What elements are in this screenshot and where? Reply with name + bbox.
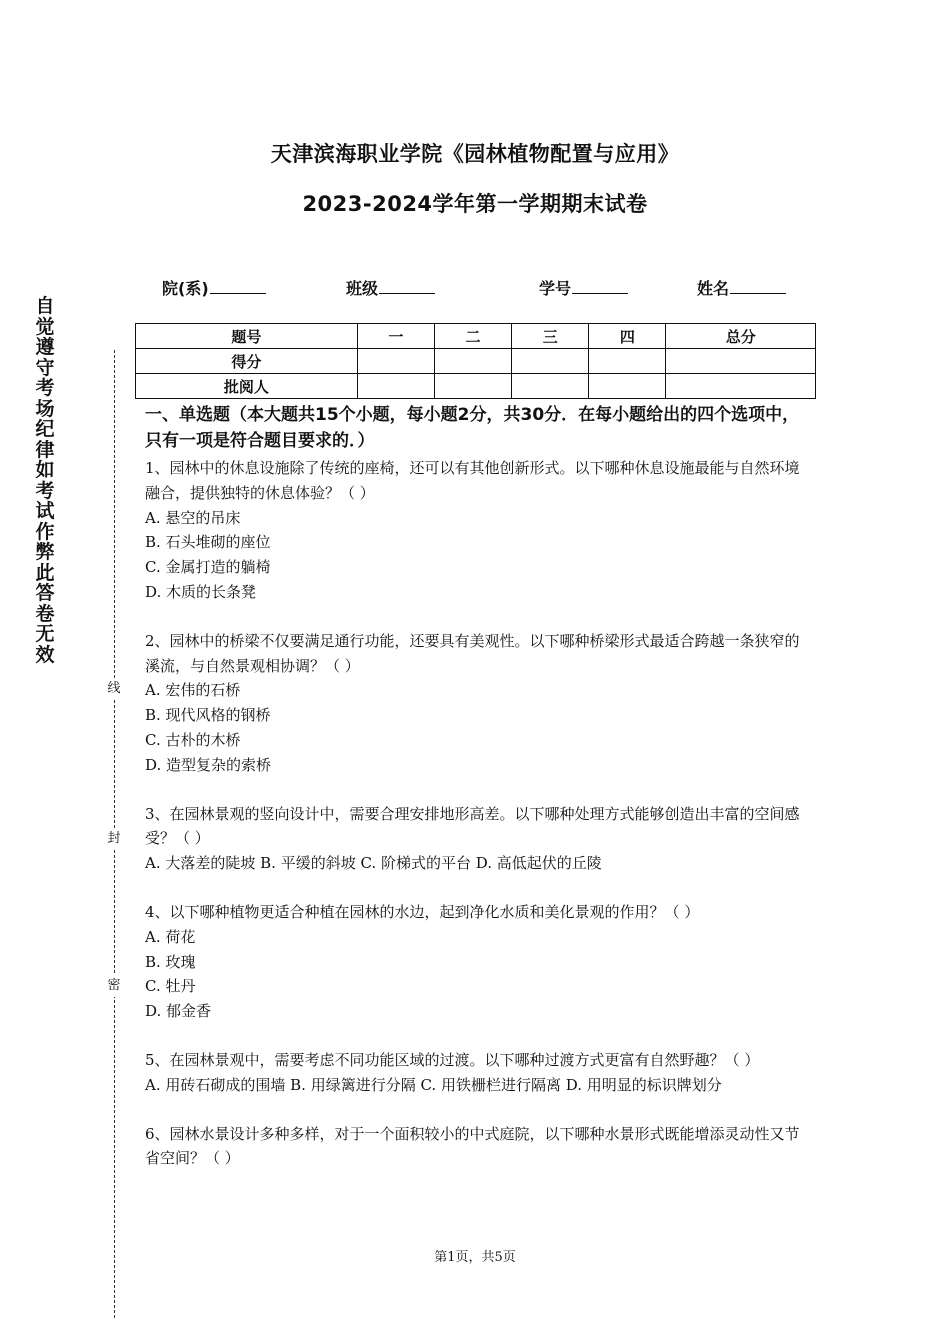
score-cell[interactable] [357,349,434,374]
score-cell: 批阅人 [136,374,358,399]
option-2b[interactable]: B. 现代风格的钢桥 [145,706,271,725]
score-table [135,323,816,399]
info-field-department [162,276,266,299]
exam-discipline-notice: 自觉遵守考场纪律如考试作弊此答卷无效 [35,295,55,666]
info-label: 姓名 [697,279,730,298]
question-2: 2、园林中的桥梁不仅要满足通行功能，还要具有美观性。以下哪种桥梁形式最适合跨越一条狭窄的溪流，与自然景观相协调？（ ） [145,631,800,675]
score-cell[interactable] [512,349,589,374]
score-table-row-header [136,324,816,349]
option-1b[interactable]: B. 石头堆砌的座位 [145,533,271,552]
spacer [145,778,810,802]
spacer [145,605,810,629]
score-cell[interactable] [434,349,511,374]
exam-title-line1: 天津滨海职业学院《园林植物配置与应用》 [270,142,680,166]
info-label: 学号 [539,279,572,298]
option-5-all[interactable]: A. 用砖石砌成的围墙 B. 用绿篱进行分隔 C. 用铁栅栏进行隔离 D. 用明显的标识牌划分 [145,1075,722,1094]
info-blank[interactable] [572,277,628,294]
section-heading: 一、单选题（本大题共15个小题，每小题2分，共30分．在每小题给出的四个选项中，只有一项是符合题目要求的．） [145,405,800,451]
binding-mark-secret: 密 [104,975,124,997]
page-number: 第1页，共5页 [434,1250,516,1265]
info-field-class [346,276,435,299]
info-blank[interactable] [210,277,266,294]
score-cell[interactable] [589,349,666,374]
option-1d[interactable]: D. 木质的长条凳 [145,582,257,601]
info-field-name [697,276,786,299]
option-2a[interactable]: A. 宏伟的石桥 [145,681,241,700]
score-cell[interactable] [589,374,666,399]
option-3-all[interactable]: A. 大落差的陡坡 B. 平缓的斜坡 C. 阶梯式的平台 D. 高低起伏的丘陵 [145,854,602,873]
score-cell: 二 [434,324,511,349]
spacer [145,1098,810,1122]
question-5: 5、在园林景观中，需要考虑不同功能区域的过渡。以下哪种过渡方式更富有自然野趣？（ ） [145,1050,760,1069]
option-4d[interactable]: D. 郁金香 [145,1002,212,1021]
option-4a[interactable]: A. 荷花 [145,927,196,946]
info-label: 院(系) [162,279,209,298]
score-cell[interactable] [512,374,589,399]
spacer [145,876,810,900]
score-cell: 总分 [666,324,816,349]
info-label: 班级 [346,279,379,298]
binding-mark-seal: 封 [104,828,124,850]
question-4: 4、以下哪种植物更适合种植在园林的水边，起到净化水质和美化景观的作用？（ ） [145,902,700,921]
spacer [145,1024,810,1048]
option-2c[interactable]: C. 古朴的木桥 [145,730,241,749]
option-2d[interactable]: D. 造型复杂的索桥 [145,755,272,774]
score-cell[interactable] [357,374,434,399]
score-cell: 四 [589,324,666,349]
question-6: 6、园林水景设计多种多样，对于一个面积较小的中式庭院，以下哪种水景形式既能增添灵动性又节省空间？（ ） [145,1124,800,1168]
option-1a[interactable]: A. 悬空的吊床 [145,508,241,527]
score-cell[interactable] [666,349,816,374]
question-3: 3、在园林景观的竖向设计中，需要合理安排地形高差。以下哪种处理方式能够创造出丰富的空间感受？（ ） [145,804,800,848]
info-blank[interactable] [379,277,435,294]
exam-title-line2: 2023-2024学年第一学期期末试卷 [302,192,648,216]
option-4c[interactable]: C. 牡丹 [145,977,196,996]
option-4b[interactable]: B. 玫瑰 [145,952,196,971]
exam-content [145,402,810,1171]
score-table-row-score [136,349,816,374]
score-cell: 题号 [136,324,358,349]
score-cell: 得分 [136,349,358,374]
score-table-row-grader [136,374,816,399]
info-blank[interactable] [730,277,786,294]
score-cell: 一 [357,324,434,349]
score-cell[interactable] [666,374,816,399]
option-1c[interactable]: C. 金属打造的躺椅 [145,558,271,577]
binding-mark-line: 线 [104,678,124,700]
info-field-student-id [539,276,628,299]
score-cell[interactable] [434,374,511,399]
score-cell: 三 [512,324,589,349]
question-1: 1、园林中的休息设施除了传统的座椅，还可以有其他创新形式。以下哪种休息设施最能与自然环境融合，提供独特的休息体验？（ ） [145,459,800,502]
